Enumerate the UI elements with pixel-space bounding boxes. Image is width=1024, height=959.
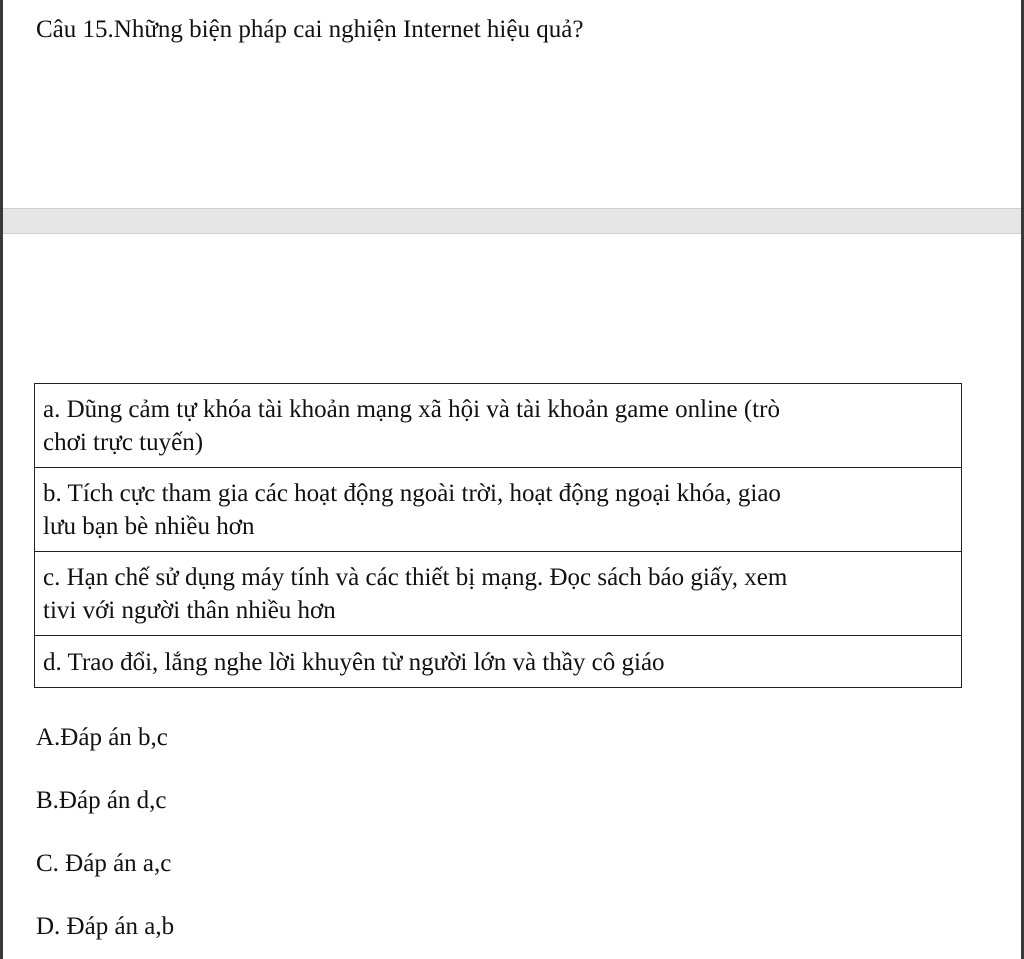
option-row-c bbox=[35, 552, 962, 636]
answer-choice-c[interactable]: C. Đáp án a,c bbox=[36, 850, 172, 877]
option-row-d bbox=[35, 636, 962, 688]
option-c-line2: tivi với người thân nhiều hơn bbox=[43, 597, 336, 624]
option-row-a bbox=[35, 384, 962, 468]
question-title: Câu 15.Những biện pháp cai nghiện Internet hiệu quả? bbox=[36, 16, 584, 43]
option-b-line1: b. Tích cực tham gia các hoạt động ngoài trời, hoạt động ngoại khóa, giao bbox=[43, 480, 781, 507]
option-cell bbox=[35, 552, 962, 636]
option-c-line1: c. Hạn chế sử dụng máy tính và các thiết bị mạng. Đọc sách báo giấy, xem bbox=[43, 564, 788, 591]
option-row-b bbox=[35, 468, 962, 552]
section-divider bbox=[3, 208, 1021, 234]
option-cell bbox=[35, 468, 962, 552]
option-cell bbox=[35, 636, 962, 688]
option-cell bbox=[35, 384, 962, 468]
answer-choice-a[interactable]: A.Đáp án b,c bbox=[36, 724, 168, 751]
option-d-line1: d. Trao đổi, lắng nghe lời khuyên từ người lớn và thầy cô giáo bbox=[43, 649, 665, 676]
option-a-line2: chơi trực tuyến) bbox=[43, 429, 204, 456]
option-a-line1: a. Dũng cảm tự khóa tài khoản mạng xã hội và tài khoản game online (trò bbox=[43, 396, 780, 423]
options-table bbox=[34, 383, 962, 688]
option-b-line2: lưu bạn bè nhiều hơn bbox=[43, 513, 255, 540]
answer-choice-d[interactable]: D. Đáp án a,b bbox=[36, 913, 175, 940]
answer-choice-b[interactable]: B.Đáp án d,c bbox=[36, 787, 167, 814]
